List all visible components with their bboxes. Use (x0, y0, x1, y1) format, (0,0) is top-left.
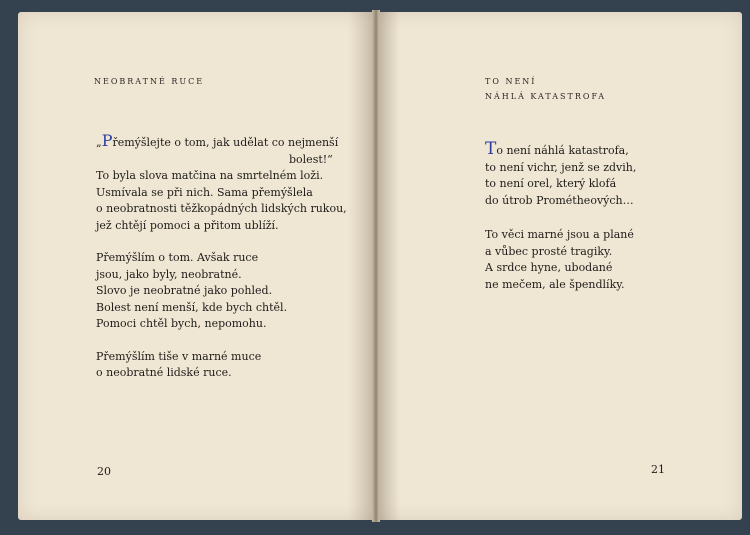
page-number-right: 21 (651, 463, 665, 476)
poem-line: jsou, jako byly, neobratné. (96, 267, 242, 281)
running-head-left: NEOBRATNÉ RUCE (94, 77, 205, 86)
poem-line: ne mečem, ale špendlíky. (485, 277, 625, 291)
poem-line: to není vichr, jenž se zdvih, (485, 160, 637, 174)
poem-line: Slovo je neobratné jako pohled. (96, 284, 273, 297)
page-number-left: 20 (97, 465, 111, 478)
stanza (96, 250, 347, 333)
poem-right (485, 141, 636, 309)
poem-line: Přemýšlím tiše v marné muce (96, 349, 262, 363)
drop-initial: P (101, 131, 113, 150)
opening-quote: „ (96, 136, 102, 149)
poem-line: A srdce hyne, ubodané (485, 261, 613, 274)
poem-line: Bolest není menší, kde bych chtěl. (96, 300, 288, 314)
poem-line: a vůbec prosté tragiky. (485, 244, 613, 258)
stanza (485, 141, 636, 209)
gutter-shadow (378, 12, 400, 520)
poem-line: To byla slova matčina na smrtelném loži. (96, 169, 324, 182)
right-page (378, 12, 742, 520)
drop-initial: T (485, 139, 497, 159)
poem-line: Usmívala se při nich. Sama přemýšlela (96, 185, 313, 199)
poem-line: o neobratné lidské ruce. (96, 366, 232, 379)
poem-line: „Přemýšlejte o tom, jak udělat co nejmenší (96, 131, 339, 150)
poem-line: Přemýšlím o tom. Avšak ruce (96, 251, 259, 264)
stanza (96, 349, 347, 382)
gutter-shadow (348, 12, 374, 520)
poem-line: o neobratnosti těžkopádných lidských rukou, (96, 202, 347, 215)
running-head-line: TO NENÍ (485, 77, 537, 86)
running-head-line: NÁHLÁ KATASTROFA (485, 92, 607, 101)
poem-line: To není náhlá katastrofa, (485, 139, 629, 159)
poem-line: do útrob Prométheových… (485, 193, 634, 207)
poem-line: to není orel, který klofá (485, 177, 617, 190)
stanza (485, 227, 636, 293)
running-head-right (485, 74, 606, 104)
poem-left (96, 133, 347, 398)
poem-line: To věci marné jsou a plané (485, 228, 634, 241)
stanza (96, 133, 347, 234)
poem-line: Pomoci chtěl bych, nepomohu. (96, 317, 267, 330)
poem-line: jež chtějí pomoci a přitom ublíží. (96, 218, 279, 232)
poem-line: bolest!“ (289, 152, 333, 166)
left-page (18, 12, 374, 520)
